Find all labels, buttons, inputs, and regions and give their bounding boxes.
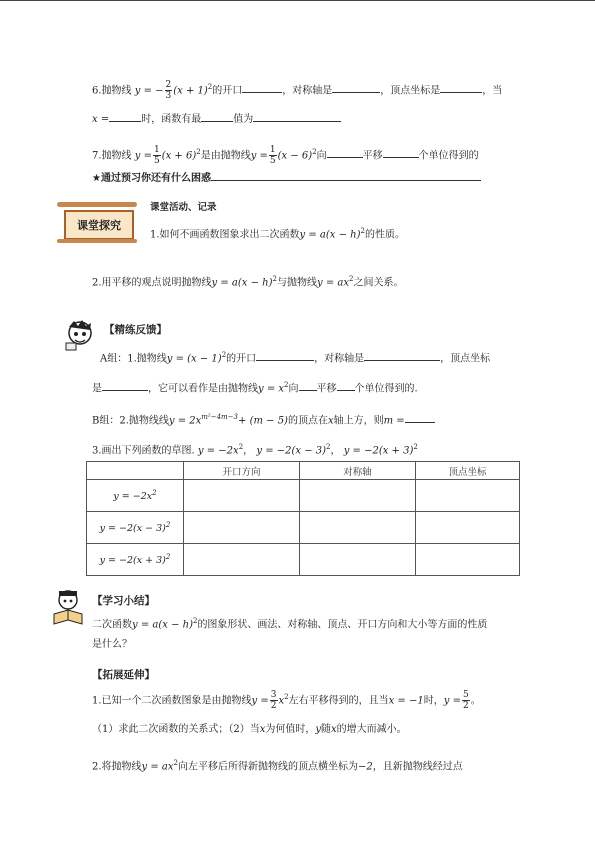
q6-blank-axis[interactable] [332,82,380,93]
properties-table [86,461,520,576]
q6-formula-b: (x + 1) [173,85,208,97]
feedback-a2-line: 是 ，它可以看作是由抛物线$y = x^2$向 平移 个单位得到的. [92,381,418,395]
table-row [87,544,520,576]
q6-text: 6.抛物线 [92,85,132,97]
a1-blank-opening[interactable] [256,350,314,361]
feedback-q3-line: 3.画出下列函数的草图. $y = -2x^2$， $y = -2(x - 3)^2$， $y = -2(x + 3)^2$ [92,443,418,457]
summary-title: 【学习小结】 [92,595,155,607]
q7-fraction-1: $\frac{1}{5}$ [153,145,160,167]
table-cell[interactable] [184,480,300,512]
q7-blank-direction[interactable] [327,147,363,158]
table-row-label: $y = -2(x + 3)^2$ [87,544,184,576]
preview-blank[interactable] [211,170,481,181]
extend-q2-line: 2.将抛物线$y = ax^2$向左平移后所得新抛物线的顶点横坐标为−2，且新抛物线经过点 [92,759,463,773]
q6-blank-extreme[interactable] [201,111,233,122]
q6-fraction: $\frac{2}{3}$ [165,80,172,102]
q6-blank-value[interactable] [253,111,341,122]
summary-line-1: 二次函数$y = a(x - h)^2$的图象形状、画法、对称轴、顶点、开口方向和大小等方面的性质 [92,617,488,631]
table-row [87,512,520,544]
question-6-line-2: x = 时，函数有最 值为 [92,111,341,127]
extend-q1-fraction: $\frac{3}{2}$ [270,690,277,712]
b2-blank-m[interactable] [405,412,435,423]
explore-item-1: 1.如何不画函数图象求出二次函数$y = a(x - h)^2$的性质。 [150,227,405,241]
table-header-row [87,462,520,480]
feedback-b2-line: B组：2.抛物线线$y = 2x^{m^2-4m-3}+ (m - 5)$的顶点在x轴上方，则m = [92,410,435,428]
table-cell[interactable] [300,512,416,544]
extend-q1-value-fraction: $\frac{5}{2}$ [462,690,469,712]
question-6-line-1: 6.抛物线 y = − $\frac{2}{3}$ $(x + 1)^2$的开口 ，对称轴是 ，顶点坐标是 ，当 [92,80,503,102]
table-header-axis: 对称轴 [300,462,416,480]
table-cell[interactable] [416,544,520,576]
table-cell[interactable] [416,480,520,512]
preview-question: ★通过预习你还有什么困惑 [92,170,481,186]
summary-line-2: 是什么？ [92,639,132,650]
scroll-bottom-rod [57,239,137,243]
table-header-cell [87,462,184,480]
class-explore-title: 课堂活动、记录 [150,202,217,213]
table-cell[interactable] [184,512,300,544]
table-header-vertex: 顶点坐标 [416,462,520,480]
feedback-title: 【精练反馈】 [104,324,167,336]
a2-blank-direction[interactable] [299,380,317,391]
table-header-opening: 开口方向 [184,462,300,480]
q7-blank-units[interactable] [383,147,419,158]
q6-formula: y = − [134,85,164,97]
q7-fraction-2: $\frac{1}{5}$ [269,145,276,167]
scroll-top-rod [57,202,137,207]
table-cell[interactable] [184,544,300,576]
extend-title: 【拓展延伸】 [92,669,155,681]
table-cell[interactable] [416,512,520,544]
page-top-border [0,0,595,1]
table-row [87,480,520,512]
extend-q1-line: 1.已知一个二次函数图象是由抛物线y = $\frac{3}{2}$ $x^2$左右平移得到的，且当x = −1时，y = $\frac{5}{2}$ 。 [92,690,481,712]
table-row-label: $y = -2x^2$ [87,480,184,512]
table-row-label: $y = -2(x - 3)^2$ [87,512,184,544]
extend-q1-sub: （1）求此二次函数的关系式；（2）当x为何值时，y随x的增大而减小。 [92,724,407,735]
a2-blank-units[interactable] [337,380,355,391]
teacher-reading-icon [50,588,86,626]
a1-blank-axis[interactable] [364,350,440,361]
q6-blank-vertex[interactable] [440,82,482,93]
a2-blank-vertex[interactable] [102,380,148,391]
student-cartoon-icon [62,318,98,352]
explore-item-2: 2.用平移的观点说明抛物线$y = a(x - h)^2$与抛物线$y = ax^2$之间关系。 [92,275,404,289]
question-7-line: 7.抛物线 y = $\frac{1}{5}$ $(x + 6)^2$是由抛物线y = $\frac{1}{5}$ $(x - 6)^2$向 平移 个单位得到的 [92,145,479,167]
table-cell[interactable] [300,544,416,576]
feedback-a1-line: A组：1.抛物线$y = (x - 1)^2$的开口 ，对称轴是 ，顶点坐标 [100,351,491,365]
table-cell[interactable] [300,480,416,512]
class-explore-badge: 课堂探究 [64,210,134,240]
q6-blank-x[interactable] [109,111,141,122]
q6-blank-opening[interactable] [242,82,282,93]
